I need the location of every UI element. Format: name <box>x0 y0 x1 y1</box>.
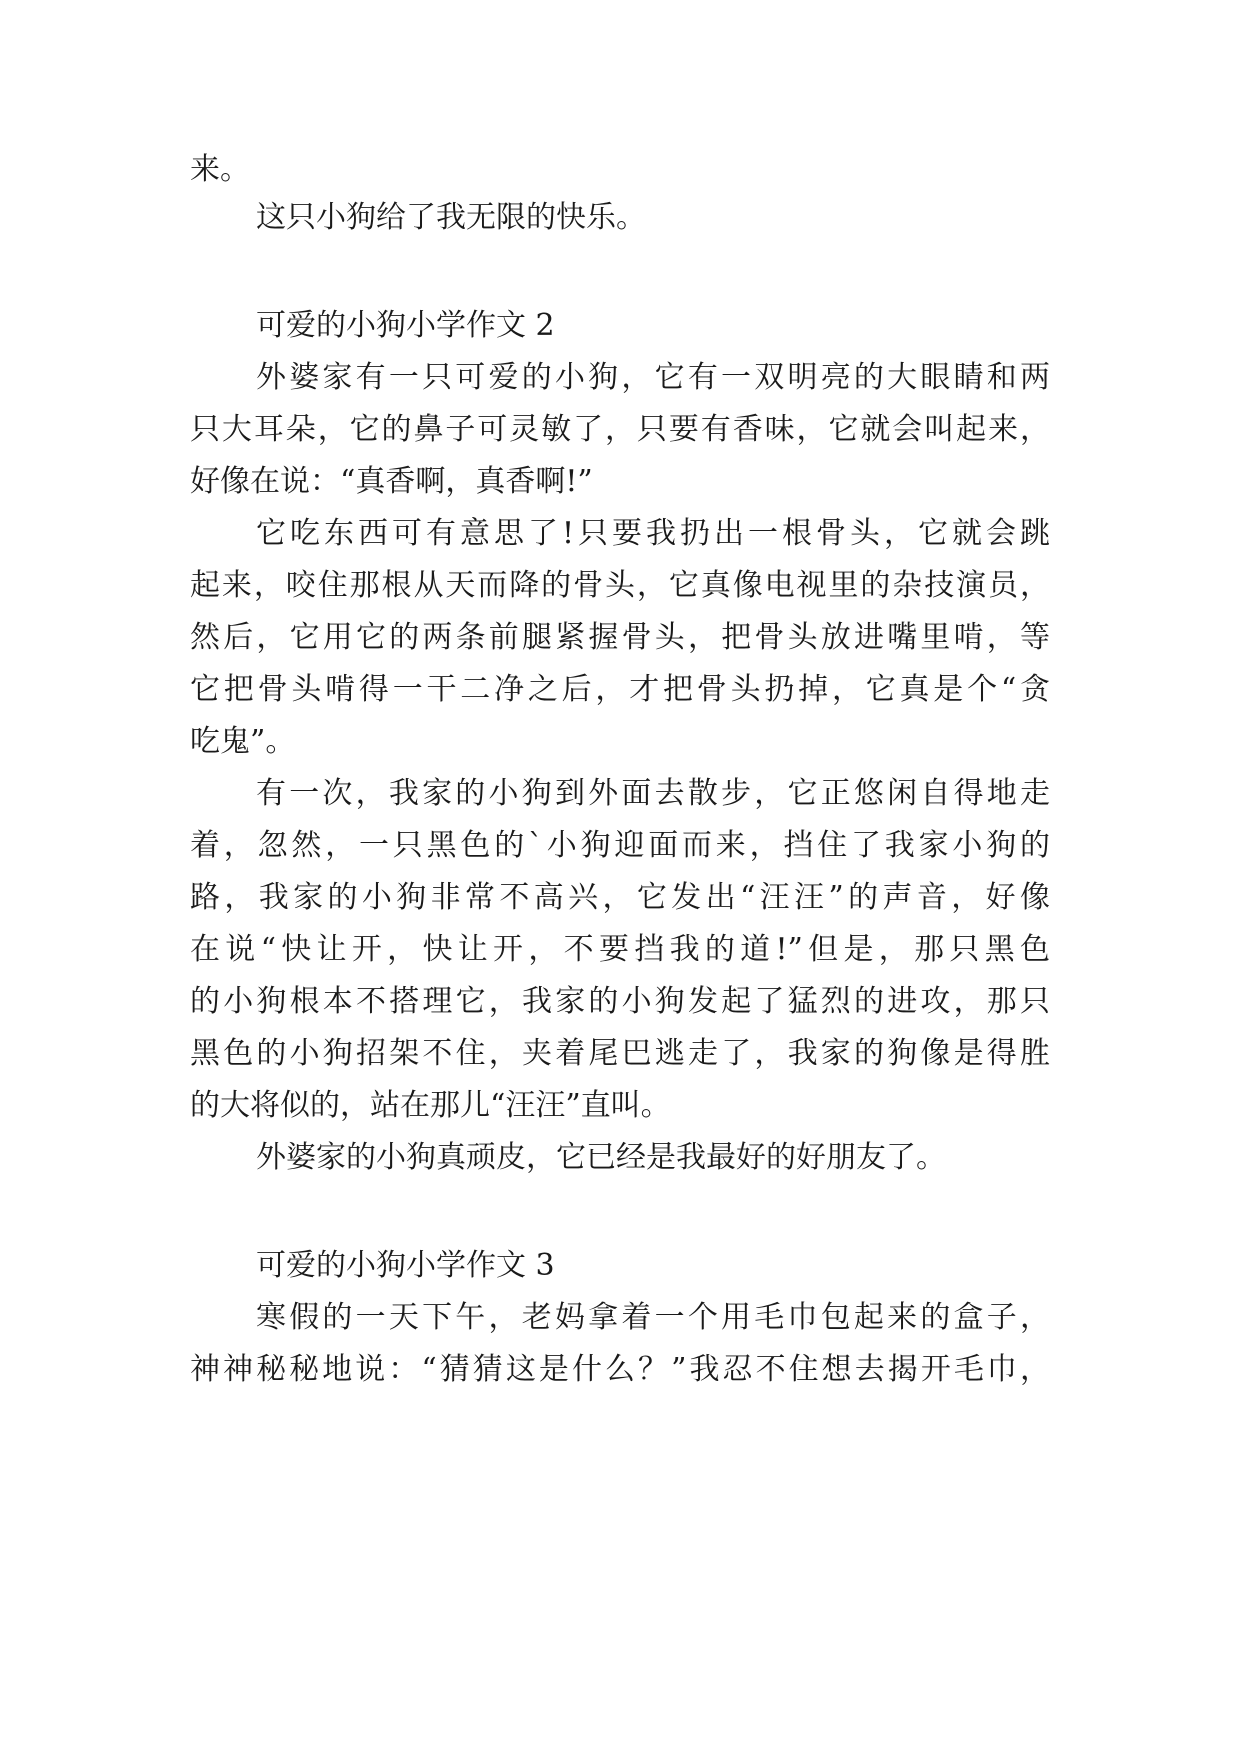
text-line: 的大将似的，站在那儿“汪汪”直叫。 <box>190 1088 671 1123</box>
text-line: 路，我家的小狗非常不高兴，它发出“汪汪”的声音，好像 <box>190 880 1050 915</box>
text-line: 好像在说：“真香啊，真香啊!” <box>190 464 593 499</box>
text-line: 外婆家的小狗真顽皮，它已经是我最好的好朋友了。 <box>256 1140 946 1175</box>
text-line: 黑色的小狗招架不住，夹着尾巴逃走了，我家的狗像是得胜 <box>190 1036 1050 1071</box>
text-line: 神神秘秘地说：“猜猜这是什么？”我忍不住想去揭开毛巾， <box>190 1352 1050 1387</box>
text-line: 外婆家有一只可爱的小狗，它有一双明亮的大眼睛和两 <box>256 360 1050 395</box>
text-line: 的小狗根本不搭理它，我家的小狗发起了猛烈的进攻，那只 <box>190 984 1050 1019</box>
text-line: 吃鬼”。 <box>190 724 296 759</box>
text-line: 起来，咬住那根从天而降的骨头，它真像电视里的杂技演员， <box>190 568 1050 603</box>
text-line: 着，忽然，一只黑色的`小狗迎面而来，挡住了我家小狗的 <box>190 828 1050 863</box>
text-line: 这只小狗给了我无限的快乐。 <box>256 200 646 235</box>
text-line: 它把骨头啃得一干二净之后，才把骨头扔掉，它真是个“贪 <box>190 672 1050 707</box>
text-line: 在说“快让开，快让开，不要挡我的道!”但是，那只黑色 <box>190 932 1050 967</box>
text-line: 它吃东西可有意思了!只要我扔出一根骨头，它就会跳 <box>256 516 1050 551</box>
section-heading: 可爱的小狗小学作文 3 <box>256 1248 555 1283</box>
text-line: 然后，它用它的两条前腿紧握骨头，把骨头放进嘴里啃，等 <box>190 620 1050 655</box>
text-line: 来。 <box>190 152 250 187</box>
text-line: 只大耳朵，它的鼻子可灵敏了，只要有香味，它就会叫起来， <box>190 412 1050 447</box>
text-line: 有一次，我家的小狗到外面去散步，它正悠闲自得地走 <box>256 776 1050 811</box>
section-heading: 可爱的小狗小学作文 2 <box>256 308 555 343</box>
text-line: 寒假的一天下午，老妈拿着一个用毛巾包起来的盒子， <box>256 1300 1050 1335</box>
